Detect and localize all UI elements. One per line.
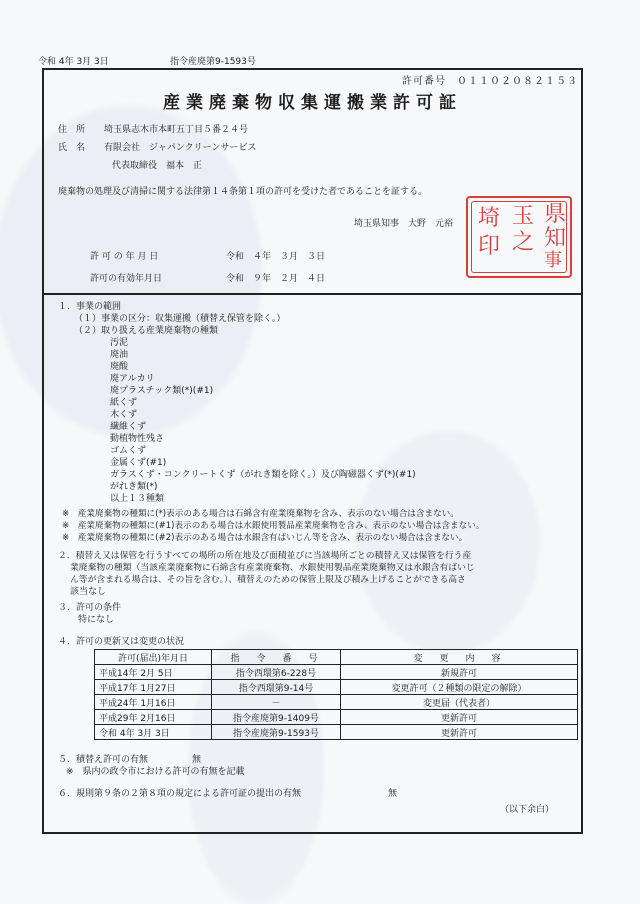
waste-type-item: ゴムくず [110,446,147,456]
table-cell: 平成24年 1月16日 [95,695,212,710]
table-cell: 更新許可 [341,710,578,725]
section5-heading: ５．積替え許可の有無 [58,755,149,765]
issue-date: 令和 4年 3月 3日 [38,57,109,67]
table-cell: 更新許可 [341,725,578,740]
section6-value: 無 [388,789,398,799]
section3-value: 特になし [78,615,115,625]
waste-type-item: 廃アルカリ [110,374,155,384]
section4-heading: ４．許可の更新又は変更の状況 [58,637,185,647]
table-row [95,680,578,695]
waste-type-item: ガラスくず・コンクリートくず（がれき類を除く。）及び陶磁器くず(*)(#1) [110,470,416,480]
waste-type-item: 動植物性残さ [110,434,165,444]
valid-until-label: 許可の有効年月日 [90,274,163,284]
permit-history-table [94,649,578,740]
column-header: 許可(届出)年月日 [95,650,212,665]
waste-type-item: 木くず [110,410,138,420]
permit-date-label: 許 可 の 年 月 日 [90,252,159,262]
company-name: 有限会社 ジャパンクリーンサービス [104,143,257,153]
waste-type-item: 紙くず [110,398,138,408]
official-seal: 県 知 事 玉 之 埼 印 [466,196,572,278]
waste-type-item: 繊維くず [110,422,147,432]
waste-type-total: 以上１３種類 [110,494,165,504]
section2-value: 該当なし [70,587,107,597]
table-row [95,665,578,680]
issuer: 埼玉県知事 大野 元裕 [354,219,454,229]
section-divider [42,293,583,295]
mercury-product-note: ※ 産業廃棄物の種類に(#1)表示のある場合は水銀使用製品産業廃棄物を含み、表示のない場合は含まない。 [62,521,485,531]
section2-line: ん等が含まれる場合は、その旨を含む。）、積替えのための保管上限及び積み上げることができる高さ [70,575,466,585]
document-title: 産業廃棄物収集運搬業許可証 [163,93,462,113]
reference-number: 指令産廃第9-1593号 [170,57,256,67]
waste-type-item: 金属くず(#1) [110,458,167,468]
waste-type-item: 廃プラスチック類(*)(#1) [110,386,214,396]
valid-until-date: 令和 ９年 ２月 ４日 [226,274,326,284]
table-cell: － [212,695,341,710]
table-cell: 変更許可（２種類の限定の解除） [341,680,578,695]
table-cell: 指令産廃第9-1593号 [212,725,341,740]
table-row [95,710,578,725]
section5-note: ※ 県内の政令市における許可の有無を記載 [66,767,245,777]
table-row [95,695,578,710]
section3-heading: ３．許可の条件 [58,603,122,613]
table-cell: 平成14年 2月 5日 [95,665,212,680]
table-cell: 指令産廃第9-1409号 [212,710,341,725]
table-cell: 平成17年 1月27日 [95,680,212,695]
waste-type-item: 廃油 [110,350,129,360]
waste-type-item: 廃酸 [110,362,129,372]
table-cell: 令和 4年 3月 3日 [95,725,212,740]
table-header-row [95,650,578,665]
waste-type-item: がれき類(*) [110,482,158,492]
waste-types-heading: （２）取り扱える産業廃棄物の種類 [74,326,219,336]
column-header: 指 令 番 号 [212,650,341,665]
address: 埼玉県志木市本町五丁目５番２４号 [104,125,249,135]
column-header: 変 更 内 容 [341,650,578,665]
section2-line: ２．積替え又は保管を行うすべての場所の所在地及び面積並びに当該場所ごとの積替え又は保管を行う産 [58,551,472,561]
table-cell: 変更届（代表者） [341,695,578,710]
closing-remark: （以下余白） [500,805,555,815]
waste-type-item: 汚泥 [110,338,129,348]
section1-heading: １．事業の範囲 [58,302,122,312]
section5-value: 無 [192,755,202,765]
permit-number: 許可番号 ０１１０２０８２１５３ [402,76,578,87]
permit-date: 令和 ４年 ３月 ３日 [226,252,326,262]
table-cell: 平成29年 2月16日 [95,710,212,725]
mercury-dust-note: ※ 産業廃棄物の種類に(#2)表示のある場合は水銀含有ばいじん等を含み、表示のない場合は含まない。 [62,533,468,543]
certification-text: 廃棄物の処理及び清掃に関する法律第１４条第１項の許可を受けた者であることを証する。 [58,187,428,197]
table-cell: 指令西環第9-14号 [212,680,341,695]
address-label: 住 所 [58,125,86,135]
asbestos-note: ※ 産業廃棄物の種類に(*)表示のある場合は石綿含有産業廃棄物を含み、表示のない場合は含まない。 [62,509,459,519]
section6-heading: ６．規則第９条の２第８項の規定による許可証の提出の有無 [58,789,302,799]
section2-line: 業廃棄物の種類（当該産業廃棄物に石綿含有産業廃棄物、水銀使用製品産業廃棄物又は水銀含有ばいじ [70,563,475,573]
business-category: （１）事業の区分：収集運搬（積替え保管を除く。） [74,314,286,324]
representative: 代表取締役 福本 正 [112,161,203,171]
table-cell: 新規許可 [341,665,578,680]
name-label: 氏 名 [58,143,86,153]
table-cell: 指令西環第6-228号 [212,665,341,680]
table-row [95,725,578,740]
